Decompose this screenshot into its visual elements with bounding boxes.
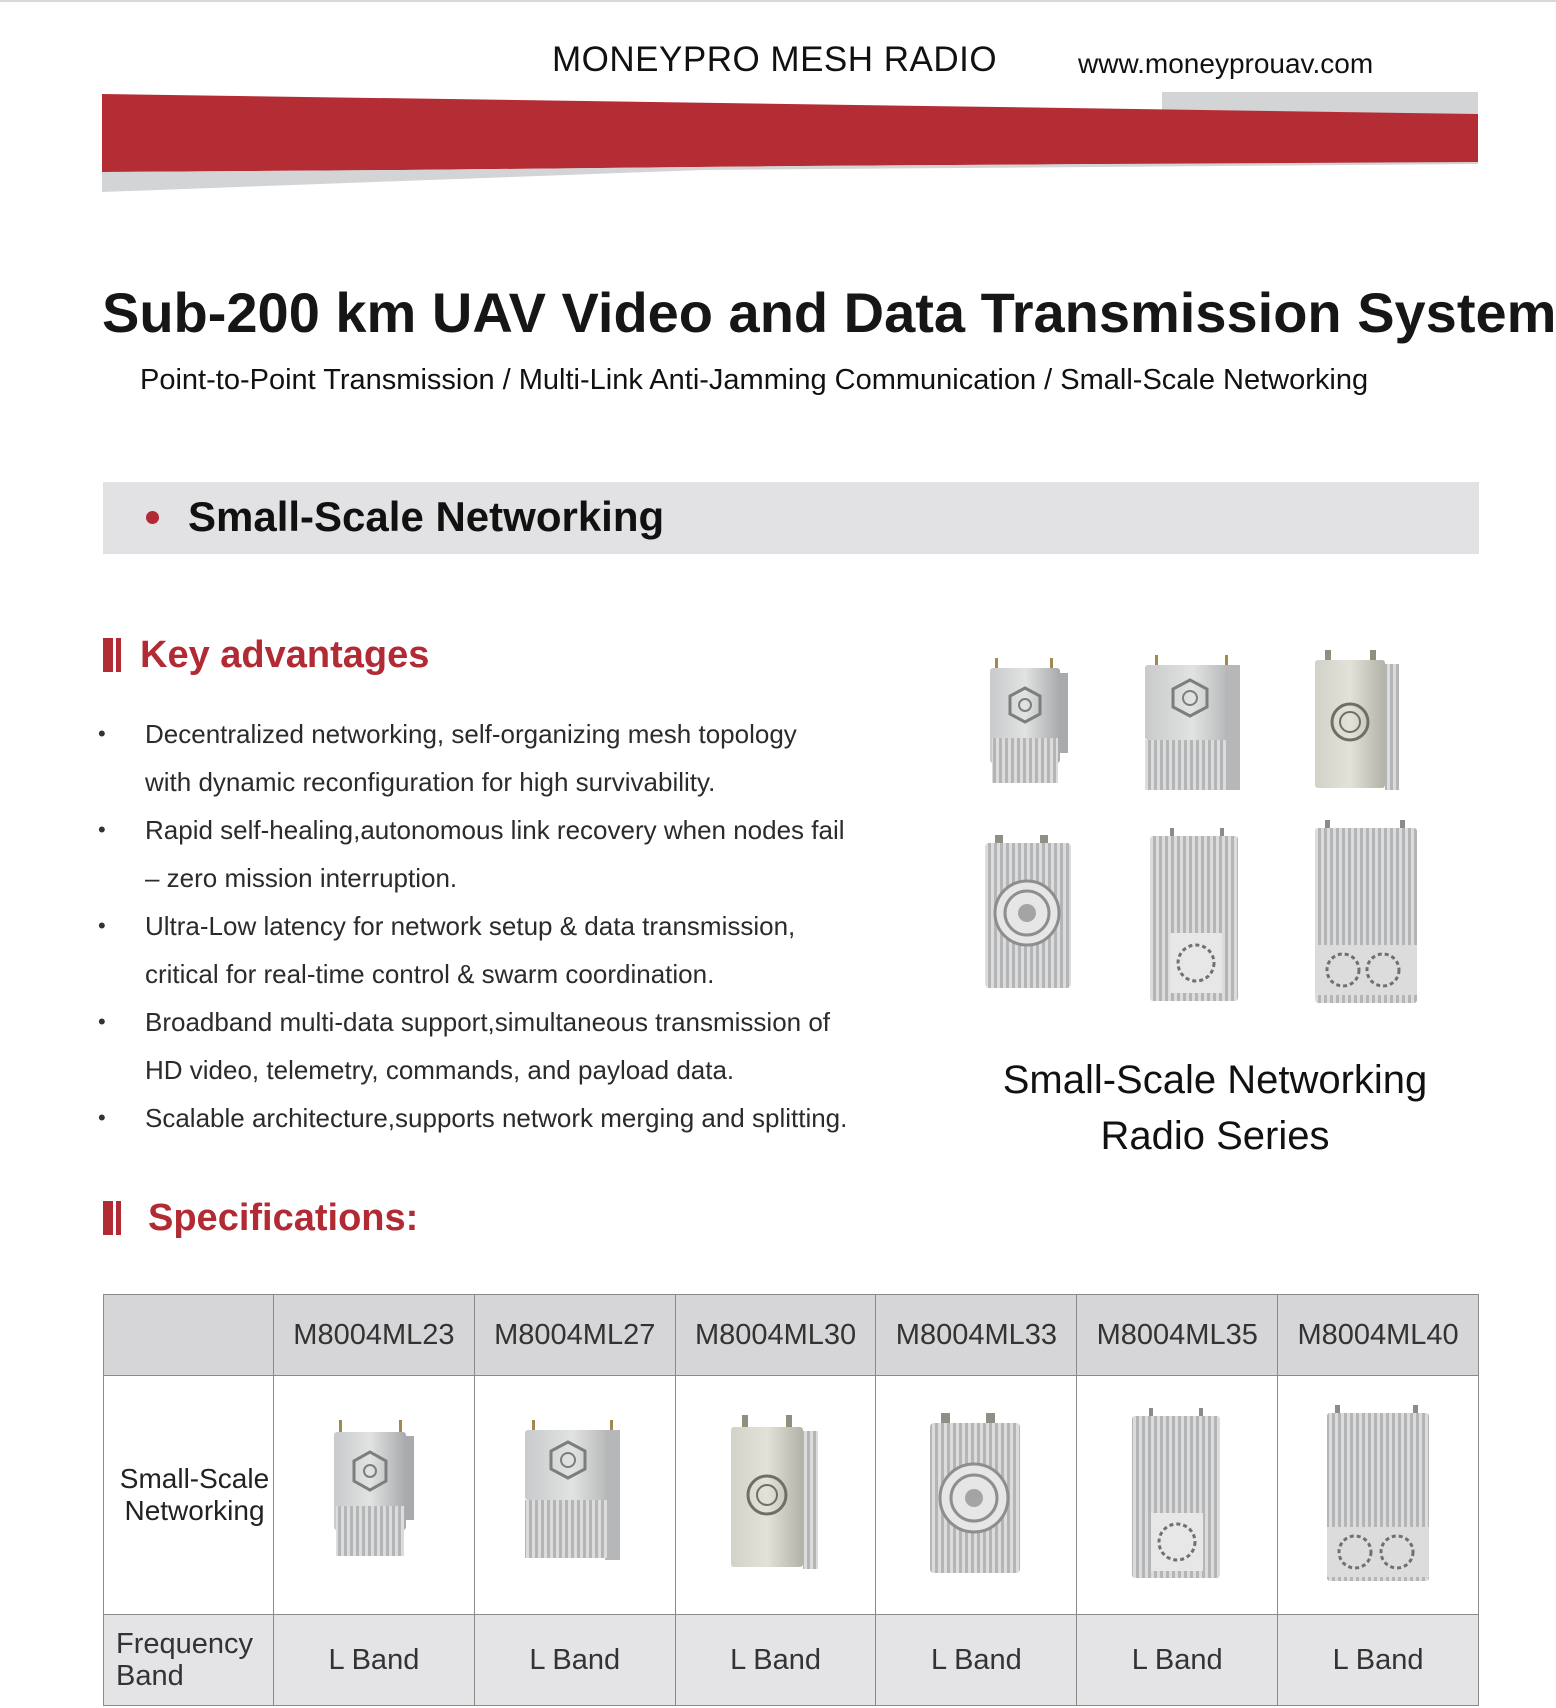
advantages-list bbox=[94, 710, 914, 1142]
brand-name: MONEYPRO MESH RADIO bbox=[552, 40, 998, 79]
heading-marker-icon bbox=[103, 1201, 121, 1235]
radio-ml30-image bbox=[726, 1415, 826, 1575]
advantage-line: HD video, telemetry, commands, and payload data. bbox=[145, 1055, 735, 1085]
advantage-line: Ultra-Low latency for network setup & data transmission, bbox=[145, 911, 796, 941]
product-lineup-image bbox=[975, 650, 1455, 1030]
radio-ml35 bbox=[1150, 828, 1238, 1001]
table-cell: L Band bbox=[876, 1615, 1077, 1706]
advantage-item bbox=[94, 806, 914, 902]
advantage-line: Decentralized networking, self-organizing mesh topology bbox=[145, 719, 797, 749]
advantage-line: – zero mission interruption. bbox=[145, 863, 458, 893]
table-cell: L Band bbox=[474, 1615, 675, 1706]
advantage-line: Rapid self-healing,autonomous link recovery when nodes fail bbox=[145, 815, 845, 845]
row-label-line: Networking bbox=[124, 1495, 265, 1526]
row-label bbox=[104, 1615, 274, 1706]
model-header: M8004ML40 bbox=[1278, 1295, 1479, 1376]
radio-ml33 bbox=[985, 835, 1071, 988]
model-header: M8004ML33 bbox=[876, 1295, 1077, 1376]
advantage-item bbox=[94, 1094, 914, 1142]
product-image-cell bbox=[876, 1376, 1077, 1615]
page-title: Sub-200 km UAV Video and Data Transmission System bbox=[102, 281, 1556, 344]
advantage-item bbox=[94, 998, 914, 1094]
product-caption bbox=[960, 1052, 1470, 1164]
table-row bbox=[104, 1376, 1479, 1615]
radio-ml35-image bbox=[1127, 1408, 1227, 1583]
radio-ml30 bbox=[1315, 650, 1399, 790]
product-caption-line: Small-Scale Networking bbox=[1002, 1058, 1428, 1102]
bullet-icon: • bbox=[98, 721, 106, 746]
radio-ml27-image bbox=[520, 1420, 630, 1570]
table-cell: L Band bbox=[1077, 1615, 1278, 1706]
radio-ml33-image bbox=[926, 1413, 1026, 1578]
top-rule bbox=[0, 0, 1556, 2]
product-image-cell bbox=[675, 1376, 876, 1615]
key-advantages-heading: Key advantages bbox=[140, 634, 430, 676]
website-link[interactable]: www.moneyprouav.com bbox=[1078, 48, 1374, 79]
product-image-cell bbox=[474, 1376, 675, 1615]
section-title: Small-Scale Networking bbox=[188, 493, 665, 540]
table-cell: L Band bbox=[1278, 1615, 1479, 1706]
row-label-line: Small-Scale bbox=[119, 1463, 270, 1494]
page-subtitle: Point-to-Point Transmission / Multi-Link Anti-Jamming Communication / Small-Scale Networking bbox=[140, 364, 1369, 396]
product-image-cell bbox=[1278, 1376, 1479, 1615]
table-cell: L Band bbox=[274, 1615, 475, 1706]
radio-ml40-image bbox=[1323, 1405, 1433, 1585]
product-caption-line: Radio Series bbox=[1100, 1114, 1330, 1158]
model-header: M8004ML30 bbox=[675, 1295, 876, 1376]
header-banner bbox=[102, 92, 1478, 194]
specifications-table bbox=[103, 1294, 1479, 1706]
bullet-icon: • bbox=[98, 1105, 106, 1130]
model-header: M8004ML35 bbox=[1077, 1295, 1278, 1376]
radio-ml23 bbox=[990, 658, 1068, 783]
table-corner-cell bbox=[104, 1295, 274, 1376]
radio-ml27 bbox=[1145, 655, 1240, 790]
row-label bbox=[104, 1376, 274, 1615]
advantage-item bbox=[94, 710, 914, 806]
table-header-row bbox=[104, 1295, 1479, 1376]
heading-marker-icon bbox=[103, 638, 121, 672]
model-header: M8004ML27 bbox=[474, 1295, 675, 1376]
model-header: M8004ML23 bbox=[274, 1295, 475, 1376]
advantage-line: Scalable architecture,supports network merging and splitting. bbox=[145, 1103, 848, 1133]
radio-ml40 bbox=[1315, 820, 1417, 1003]
table-cell: L Band bbox=[675, 1615, 876, 1706]
bullet-icon: • bbox=[98, 817, 106, 842]
advantage-line: Broadband multi-data support,simultaneous transmission of bbox=[145, 1007, 831, 1037]
table-row bbox=[104, 1615, 1479, 1706]
advantage-line: with dynamic reconfiguration for high survivability. bbox=[145, 767, 716, 797]
bullet-icon: • bbox=[98, 913, 106, 938]
specifications-heading: Specifications: bbox=[148, 1197, 419, 1239]
row-label-line: Band bbox=[116, 1660, 184, 1692]
product-image-cell bbox=[274, 1376, 475, 1615]
row-label-line: Frequency bbox=[116, 1628, 254, 1660]
bullet-icon: • bbox=[98, 1009, 106, 1034]
advantage-item bbox=[94, 902, 914, 998]
bullet-icon bbox=[146, 511, 159, 524]
radio-ml23-image bbox=[329, 1420, 419, 1570]
advantage-line: critical for real-time control & swarm coordination. bbox=[145, 959, 715, 989]
product-image-cell bbox=[1077, 1376, 1278, 1615]
